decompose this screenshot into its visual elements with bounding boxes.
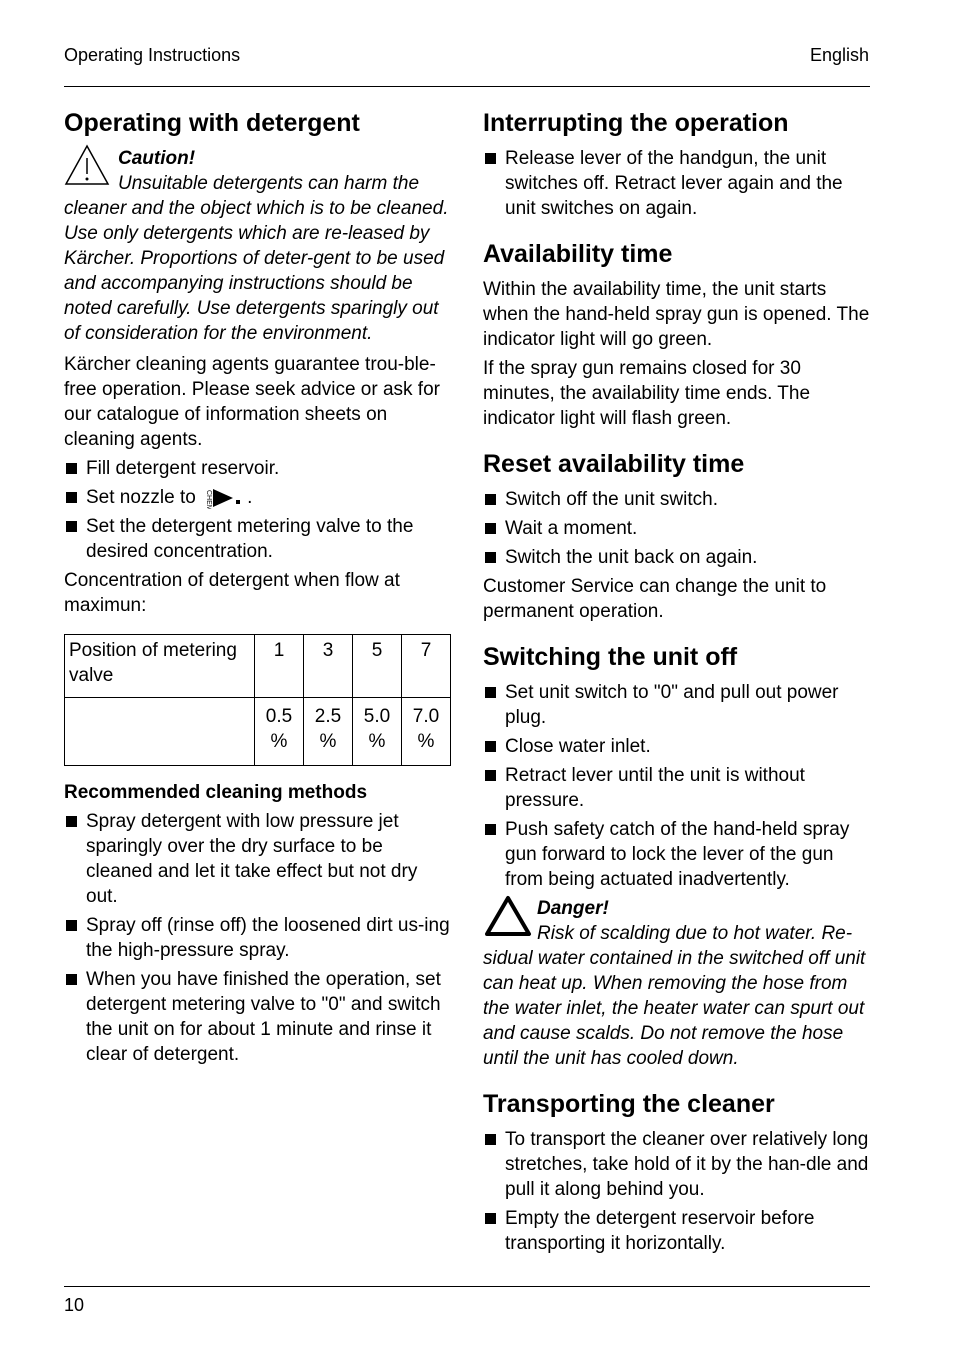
chem-nozzle-icon [201,487,247,509]
left-column [64,108,452,1071]
table-cell: 2.5 % [304,698,353,766]
warning-triangle-icon [64,144,110,186]
switching-off-list [483,680,873,892]
danger-label: Danger! [537,898,609,919]
header-left: Operating Instructions [64,45,241,65]
section-title-transporting: Transporting the cleaner [483,1090,775,1118]
methods-list [64,809,452,1067]
section-title-availability: Availability time [483,240,673,268]
caution-first-line: Unsuitable detergents can harm the [118,173,420,194]
danger-first-line: Risk of scalding due to hot water. Re- [537,923,853,944]
danger-block [483,896,873,1071]
list-item: Set nozzle to CHEM . [64,485,452,510]
list-item: Empty the detergent reservoir before transporting it horizontally. [483,1206,873,1256]
page-number: 10 [64,1295,85,1315]
table-cell: 0.5 % [255,698,304,766]
transporting-list [483,1127,873,1256]
list-item: Spray detergent with low pressure jet sparingly over the dry surface to be cleaned and let it take effect but not dry out. [64,809,452,909]
section-title-detergent: Operating with detergent [64,109,360,137]
table-cell: 1 [255,635,304,698]
danger-text: sidual water contained in the switched off unit can heat up. When removing the hose from the water inlet, the heater water can spurt out and cause scalds. Do not remove the hose until the unit has cooled down. [483,948,866,1069]
list-item: Set the detergent metering valve to the desired concentration. [64,514,452,564]
interrupting-list [483,146,873,221]
detergent-steps [64,456,452,564]
table-cell: 7.0 % [402,698,451,766]
reset-note: Customer Service can change the unit to permanent operation. [483,576,827,622]
table-row [65,635,451,698]
section-title-reset: Reset availability time [483,450,745,478]
caution-text: cleaner and the object which is to be cleaned. Use only detergents which are re-leased by Kärcher. Proportions of deter-gent to be used and accompanying instructions should be noted carefully. Use detergents sparingly out of consideration for the environment. [64,198,449,344]
list-item: Switch off the unit switch. [483,487,873,512]
caution-label: Caution! [118,148,196,169]
header-right: English [809,45,869,65]
list-item: Set unit switch to "0" and pull out power plug. [483,680,873,730]
table-cell: 5 [353,635,402,698]
availability-para-1: Within the availability time, the unit starts when the hand-held spray gun is opened. The indicator light will go green. [483,279,870,350]
list-item: Fill detergent reservoir. [64,456,452,481]
table-cell [65,698,255,766]
reset-list [483,487,873,570]
page-header [64,45,869,66]
list-item: Switch the unit back on again. [483,545,873,570]
section-title-switching-off: Switching the unit off [483,643,738,671]
list-item: Push safety catch of the hand-held spray gun forward to lock the lever of the gun from being actuated inadvertently. [483,817,873,892]
table-row [65,698,451,766]
availability-para-2: If the spray gun remains closed for 30 minutes, the availability time ends. The indicator light will flash green. [483,358,811,429]
list-item: Close water inlet. [483,734,873,759]
concentration-intro: Concentration of detergent when flow at maximun: [64,570,400,616]
footer-rule [64,1286,870,1287]
list-item: To transport the cleaner over relatively long stretches, take hold of it by the han-dle and pull it along behind you. [483,1127,873,1202]
section-title-interrupting: Interrupting the operation [483,109,789,137]
list-item: Spray off (rinse off) the loosened dirt us-ing the high-pressure spray. [64,913,452,963]
right-column [483,108,873,1260]
concentration-table [64,634,451,766]
danger-triangle-icon [483,894,533,938]
table-cell: 3 [304,635,353,698]
table-cell: Position of metering valve [65,635,255,698]
caution-block [64,146,452,346]
list-item: Wait a moment. [483,516,873,541]
table-cell: 5.0 % [353,698,402,766]
subsection-title-methods: Recommended cleaning methods [64,782,368,803]
svg-text:CHEM: CHEM [205,489,213,509]
detergent-intro: Kärcher cleaning agents guarantee trou-ble-free operation. Please seek advice or ask for our catalogue of information sheets on cleaning agents. [64,354,440,450]
list-item: Release lever of the handgun, the unit switches off. Retract lever again and the unit switches on again. [483,146,873,221]
header-rule [64,86,870,87]
list-item: Retract lever until the unit is without pressure. [483,763,873,813]
table-cell: 7 [402,635,451,698]
list-item: When you have finished the operation, set detergent metering valve to "0" and switch the unit on for about 1 minute and rinse it clear of detergent. [64,967,452,1067]
